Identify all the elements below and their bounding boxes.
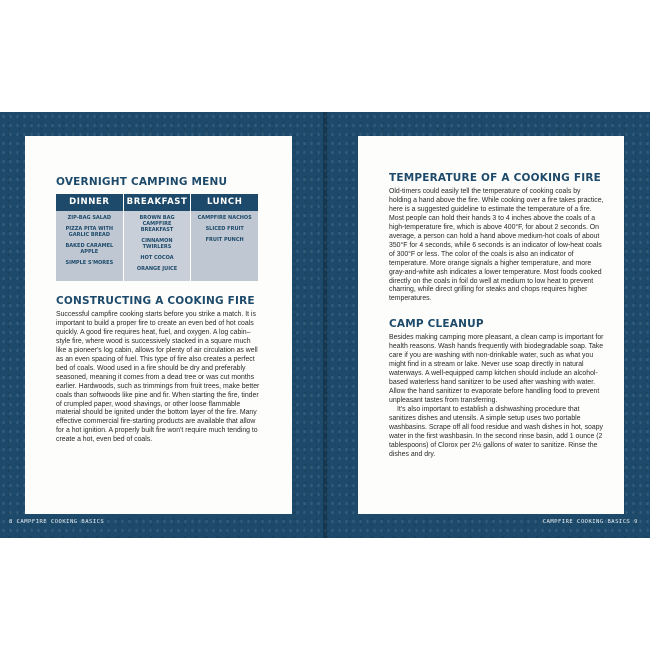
menu-header-dinner: DINNER — [56, 194, 124, 211]
section-text-cleanup-2: It's also important to establish a dishwashing procedure that sanitizes dishes and utensils. A simple setup uses two portable washbasins. Scrape off all food residue and wash dishes in hot, soapy water in the first washbasin. In the second rinse basin, add 1 ounce (2 tablespoons) of Clorox per 2½ gallons of water to sanitize. Rinse the dishes and dry. — [389, 406, 603, 458]
menu-item: ZIP-BAG SALAD — [67, 215, 111, 221]
menu-column-breakfast — [124, 211, 192, 281]
menu-item: HOT COCOA — [140, 255, 174, 261]
menu-item: SIMPLE S'MORES — [65, 260, 114, 266]
menu-item: ORANGE JUICE — [136, 266, 178, 272]
section-text-cleanup-1: Besides making camping more pleasant, a clean camp is important for health reasons. Wash hands frequently with biodegradable soap. Take care if you are washing with non-drinkable water, such as what you might find in a stream or lake. Never use soap directly in natural waterways. A well-equipped camp kitchen should include an alcohol-based waterless hand sanitizer to be used after washing with water. Allow the hand sanitizer to evaporate before handling food to prevent unpleasant tastes from transferring. — [389, 334, 604, 405]
menu-item: PIZZA PITA WITH GARLIC BREAD — [65, 226, 114, 238]
menu-body-row — [56, 211, 258, 281]
menu-column-dinner — [56, 211, 124, 281]
section-text-temperature: Old-timers could easily tell the temperature of cooking coals by holding a hand above the fire. While cooking over a fire takes practice, here is a suggested guideline to estimate the temperature of a fire. Most people can hold their hands 3 to 4 inches above the coals of a high-temperature fire, which is above 400°F, for about 2 seconds. On average, a person can hold a hand above medium-hot coals of about 350°F for 4 seconds, while 6 seconds is an indicator of low-heat coals of 300°F or less. The color of the coals is also an indicator of temperature. More orange signals a higher temperature, and more gray-and-white ash indicates a lower temperature. Most foods cooked directly on the coals in foil do well at medium to low heat to prevent charring, while direct grilling for steaks and chops requires higher temperatures. — [389, 188, 604, 303]
spacer — [56, 281, 262, 295]
menu-header-row — [56, 194, 258, 211]
menu-item: BROWN BAG CAMPFIRE BREAKFAST — [139, 215, 175, 233]
book-spread — [0, 112, 650, 538]
menu-title: OVERNIGHT CAMPING MENU — [56, 176, 228, 188]
left-page-footer: 8 CAMPFIRE COOKING BASICS — [9, 519, 105, 525]
menu-column-lunch — [191, 211, 258, 281]
section-title-temperature: TEMPERATURE OF A COOKING FIRE — [389, 172, 601, 184]
menu-item: CINNAMON TWIRLERS — [141, 238, 173, 250]
camping-menu-table — [56, 194, 258, 281]
section-title-camp-cleanup: CAMP CLEANUP — [389, 318, 484, 331]
left-page — [25, 136, 292, 514]
spacer — [389, 304, 604, 318]
section-text-cooking-fire: Successful campfire cooking starts before you strike a match. It is important to build a proper fire to create an even bed of hot coals quickly. A good fire requires heat, fuel, and oxygen. A log cabin–style fire, where wood is successively stacked in a square much like a pioneer's log cabin, allows for plenty of air circulation as well as an even spacing of fuel. This type of fire also creates a perfect bed of coals. Wood used in a fire should be dry and preferably seasoned, meaning it comes from a dead tree or was cut months earlier. Hardwoods, such as trimmings from fruit trees, make better coals than softwoods like pine and fir. When starting the fire, tinder of crumpled paper, wood shavings, or other loose flammable material should be ignited under the bottom layer of the fire. Many effective commercial fire-starting products are available that allow for a hot ignition. A properly built fire won't require much tending to create a hot, even bed of coals. — [56, 311, 260, 444]
menu-item: SLICED FRUIT — [205, 226, 244, 232]
menu-item: CAMPFIRE NACHOS — [197, 215, 252, 221]
menu-header-lunch: LUNCH — [206, 197, 243, 207]
section-title-cooking-fire: CONSTRUCTING A COOKING FIRE — [56, 295, 255, 307]
menu-item: BAKED CARAMEL APPLE — [65, 243, 114, 255]
menu-header-breakfast: BREAKFAST — [124, 194, 192, 211]
right-page — [358, 136, 624, 514]
book-gutter — [323, 112, 327, 538]
menu-item: FRUIT PUNCH — [205, 237, 244, 243]
right-page-footer: CAMPFIRE COOKING BASICS 9 — [542, 519, 638, 525]
